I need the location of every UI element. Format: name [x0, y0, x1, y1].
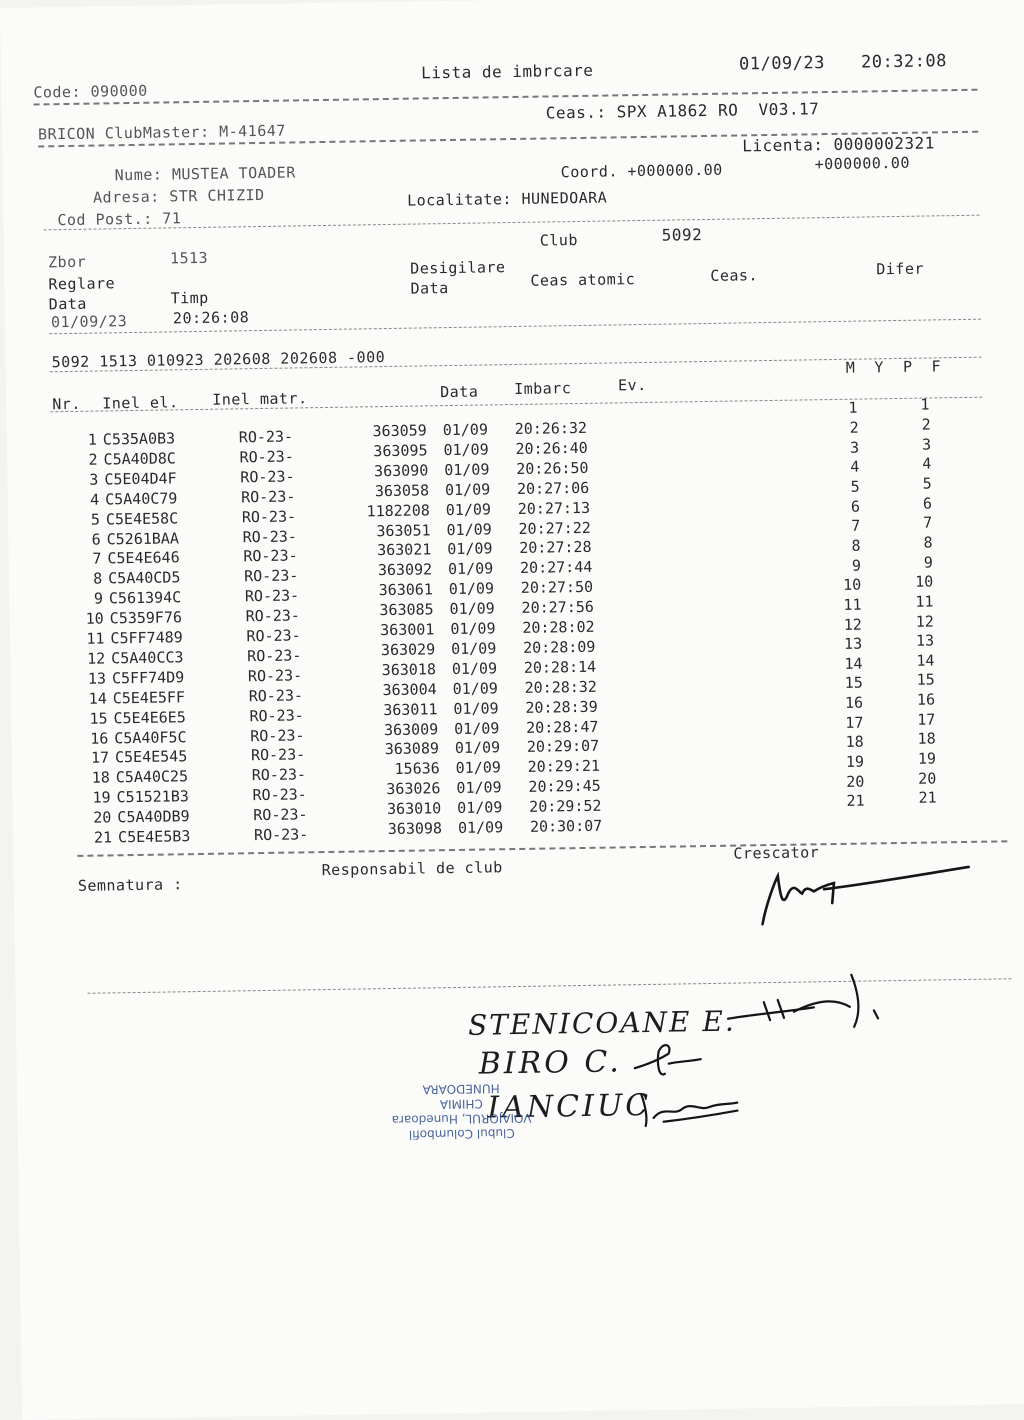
row-time: 20:27:13	[517, 498, 591, 518]
reglare-label: Reglare	[48, 274, 116, 294]
row-p-value: 8	[923, 533, 933, 552]
row-date: 01/09	[450, 619, 496, 639]
row-p-value: 16	[916, 690, 936, 709]
row-date: 01/09	[452, 678, 498, 698]
row-time: 20:28:47	[526, 717, 599, 737]
row-inel-matr: 15636	[394, 759, 440, 779]
row-time: 20:27:44	[519, 558, 593, 578]
row-inel-el: C535A0B3	[102, 429, 176, 449]
column-inel-matr: Inel matr.	[212, 389, 308, 409]
row-m-value: 17	[845, 713, 864, 732]
commission-signature-2	[628, 1033, 709, 1084]
row-p-value: 13	[915, 631, 935, 650]
club-value: 5092	[661, 225, 703, 245]
code-label: Code: 090000	[33, 81, 148, 102]
row-nr: 6	[91, 530, 101, 549]
club-label: Club	[539, 230, 579, 250]
row-time: 20:28:02	[522, 617, 595, 637]
row-inel-matr: 363029	[380, 640, 436, 660]
row-prefix: RO-23-	[245, 606, 301, 626]
row-p-value: 18	[917, 729, 936, 749]
row-inel-matr: 363061	[378, 580, 434, 600]
row-inel-matr: 363085	[379, 600, 434, 620]
zbor-label: Zbor	[47, 252, 87, 272]
row-inel-matr: 363011	[383, 699, 438, 719]
row-inel-matr: 363090	[373, 461, 429, 481]
club-responsible-label: Responsabil de club	[321, 858, 503, 880]
row-date: 01/09	[457, 818, 504, 837]
row-p-value: 7	[923, 513, 933, 532]
row-inel-el: C5E4E5B3	[117, 827, 191, 847]
row-nr: 3	[89, 470, 99, 489]
row-m-value: 14	[844, 654, 863, 673]
stamp-line: VOIAJORUL, Hunedoara	[391, 1110, 532, 1128]
row-m-value: 2	[849, 418, 859, 437]
row-nr: 20	[93, 808, 112, 827]
ceas-label: Ceas.	[710, 266, 759, 285]
row-m-value: 16	[844, 693, 864, 712]
row-prefix: RO-23-	[253, 825, 309, 845]
row-date: 01/09	[454, 718, 500, 738]
license-number: Licenta: 0000002321	[742, 133, 935, 156]
row-time: 20:27:50	[520, 577, 594, 598]
owner-name: Nume: MUSTEA TOADER	[114, 163, 296, 185]
row-inel-el: C561394C	[108, 588, 182, 608]
breeder-label: Crescator	[733, 843, 820, 863]
row-inel-matr: 363095	[373, 441, 428, 461]
row-m-value: 15	[844, 674, 863, 693]
commission-name-3: IANCIUC	[487, 1087, 652, 1126]
timp-label: Timp	[170, 288, 209, 308]
row-inel-matr: 363058	[374, 481, 430, 500]
row-m-value: 20	[846, 772, 865, 791]
row-time: 20:28:09	[522, 637, 596, 657]
zbor-value: 1513	[169, 248, 209, 268]
row-date: 01/09	[448, 579, 495, 599]
commission-signature-1	[723, 970, 894, 1033]
row-nr: 1	[87, 430, 97, 449]
row-prefix: RO-23-	[253, 805, 308, 825]
row-nr: 19	[92, 788, 111, 807]
row-inel-el: C5E04D4F	[104, 469, 177, 489]
column-inel-el: Inel el.	[102, 393, 179, 413]
document-title: Lista de imbrcare	[420, 60, 594, 83]
row-p-value: 19	[917, 749, 937, 768]
column-data: Data	[440, 382, 479, 402]
breeder-signature	[754, 861, 985, 935]
row-date: 01/09	[444, 460, 490, 479]
row-m-value: 9	[851, 556, 862, 575]
row-inel-matr: 363051	[376, 520, 431, 540]
row-nr: 12	[87, 649, 106, 668]
row-prefix: RO-23-	[243, 546, 298, 566]
row-date: 01/09	[451, 659, 498, 678]
row-date: 01/09	[444, 480, 491, 499]
row-time: 20:29:52	[529, 796, 602, 816]
row-inel-matr: 363026	[386, 779, 441, 799]
row-date: 01/09	[456, 778, 502, 798]
row-time: 20:26:50	[516, 458, 589, 478]
row-date: 01/09	[454, 738, 501, 758]
row-inel-el: C5A40CC3	[111, 648, 184, 668]
row-date: 01/09	[447, 539, 493, 559]
row-nr: 5	[90, 510, 101, 529]
row-prefix: RO-23-	[251, 765, 307, 785]
row-p-value: 6	[922, 494, 933, 513]
row-time: 20:28:39	[525, 697, 598, 717]
row-date: 01/09	[443, 440, 489, 460]
row-p-value: 3	[921, 435, 932, 454]
row-time: 20:27:22	[518, 518, 591, 538]
row-inel-el: C5A40DB9	[117, 807, 190, 827]
row-inel-el: C5261BAA	[106, 528, 180, 548]
row-inel-el: C5E4E58C	[105, 508, 179, 529]
row-m-value: 19	[845, 752, 865, 771]
row-nr: 4	[89, 490, 100, 509]
print-time: 20:32:08	[860, 51, 948, 73]
row-inel-matr: 363092	[377, 560, 433, 580]
column-nr: Nr.	[52, 394, 82, 414]
desigilare-label: Desigilare	[410, 258, 506, 278]
divider	[34, 89, 978, 106]
row-inel-matr: 363010	[386, 799, 442, 819]
divider	[77, 840, 1007, 857]
commission-signature-3	[633, 1081, 744, 1133]
row-date: 01/09	[447, 559, 494, 579]
row-date: 01/09	[449, 599, 495, 619]
row-prefix: RO-23-	[250, 725, 305, 745]
row-m-value: 21	[846, 791, 865, 811]
divider	[50, 394, 982, 414]
row-time: 20:29:21	[527, 757, 601, 777]
row-nr: 21	[93, 828, 113, 847]
row-prefix: RO-23-	[246, 626, 301, 646]
row-inel-matr: 1182208	[366, 500, 430, 520]
row-nr: 17	[90, 748, 110, 768]
commission-name-2: BIRO C.	[478, 1044, 623, 1082]
stamp-line: CHIMIA	[439, 1096, 483, 1112]
row-inel-el: C5A40C25	[115, 767, 189, 787]
owner-address: Adresa: STR CHIZID	[92, 185, 265, 207]
column-m-y-p-f: M Y P F	[845, 357, 942, 377]
row-inel-el: C5359F76	[109, 608, 183, 628]
row-m-value: 8	[851, 536, 861, 555]
top-p-value: 1	[920, 395, 931, 414]
coordinates-second: +000000.00	[814, 153, 911, 174]
stamp-line: Clubul Columbofil	[408, 1126, 515, 1142]
stamp-line: HUNEDOARA	[422, 1081, 500, 1097]
row-inel-el: C5FF7489	[110, 628, 183, 648]
row-nr: 15	[89, 709, 108, 728]
row-prefix: RO-23-	[240, 467, 295, 487]
row-nr: 2	[88, 450, 98, 469]
row-prefix: RO-23-	[238, 427, 294, 447]
row-nr: 10	[85, 609, 104, 628]
row-time: 20:29:07	[526, 737, 600, 757]
row-prefix: RO-23-	[252, 785, 307, 805]
row-inel-el: C5A40C79	[104, 489, 178, 509]
row-inel-matr: 363059	[372, 421, 427, 441]
row-inel-matr: 363021	[377, 540, 432, 560]
row-inel-matr: 363001	[380, 620, 435, 640]
row-m-value: 11	[843, 595, 862, 614]
row-p-value: 12	[915, 611, 934, 631]
commission-name-1: STENICOANE E.	[467, 1004, 736, 1042]
row-p-value: 17	[917, 710, 936, 729]
column-imbarc: Imbarc	[513, 379, 572, 399]
owner-postal-code: Cod Post.: 71	[57, 209, 182, 230]
column-ev: Ev.	[617, 375, 647, 395]
row-prefix: RO-23-	[240, 487, 296, 507]
row-date: 01/09	[453, 698, 499, 718]
row-p-value: 15	[916, 670, 935, 690]
ceas-atomic-label: Ceas atomic	[530, 270, 636, 290]
row-nr: 7	[92, 549, 102, 569]
row-inel-matr: 363004	[382, 679, 437, 699]
row-prefix: RO-23-	[242, 526, 297, 546]
row-nr: 16	[90, 728, 109, 748]
clock-info: Ceas.: SPX A1862 RO V03.17	[545, 99, 820, 123]
row-inel-el: C5A40F5C	[114, 727, 187, 747]
row-nr: 8	[93, 569, 103, 588]
row-date: 01/09	[457, 798, 503, 818]
row-prefix: RO-23-	[244, 566, 299, 586]
row-inel-el: C5A40D8C	[103, 449, 176, 469]
divider	[44, 215, 980, 231]
locality: Localitate: HUNEDOARA	[406, 188, 608, 210]
row-nr: 13	[87, 669, 107, 688]
row-time: 20:29:45	[528, 776, 601, 797]
row-time: 20:28:14	[523, 657, 597, 677]
row-inel-el: C5E4E5FF	[112, 687, 186, 708]
row-nr: 14	[88, 689, 107, 708]
difer-label: Difer	[876, 259, 925, 279]
row-date: 01/09	[442, 420, 489, 440]
row-time: 20:26:40	[515, 438, 588, 458]
row-m-value: 13	[843, 634, 863, 654]
row-m-value: 3	[849, 438, 860, 457]
row-date: 01/09	[445, 499, 492, 519]
coordinates: Coord. +000000.00	[560, 160, 723, 182]
row-time: 20:27:06	[516, 478, 590, 498]
row-prefix: RO-23-	[250, 745, 306, 765]
print-date: 01/09/23	[738, 53, 826, 75]
row-m-value: 18	[845, 732, 864, 752]
row-m-value: 4	[850, 457, 860, 477]
row-m-value: 10	[843, 575, 862, 595]
row-m-value: 5	[850, 477, 860, 496]
row-p-value: 9	[923, 553, 934, 572]
row-time: 20:30:07	[529, 816, 603, 836]
row-nr: 9	[93, 589, 104, 608]
row-prefix: RO-23-	[249, 705, 304, 725]
signature-label: Semnatura :	[77, 875, 183, 895]
summary-code-line: 5092 1513 010923 202608 202608 -000	[51, 348, 386, 372]
row-inel-el: C5A40CD5	[108, 568, 181, 588]
row-prefix: RO-23-	[241, 507, 297, 526]
row-inel-el: C5FF74D9	[111, 668, 185, 688]
row-p-value: 21	[918, 788, 937, 808]
row-p-value: 11	[915, 592, 934, 611]
row-p-value: 4	[922, 454, 932, 473]
row-inel-matr: 363018	[381, 660, 437, 679]
club-stamp	[361, 1079, 562, 1142]
row-inel-el: C51521B3	[116, 787, 189, 807]
row-inel-el: C5E4E646	[107, 548, 180, 568]
row-p-value: 20	[918, 769, 937, 788]
row-nr: 18	[91, 768, 110, 787]
row-inel-el: C5E4E6E5	[113, 707, 186, 727]
row-time: 20:27:28	[519, 538, 592, 558]
system-name: BRICON ClubMaster: M-41647	[37, 121, 286, 144]
desigilare-data-label: Data	[410, 279, 449, 298]
row-inel-el: C5E4E545	[114, 747, 188, 767]
row-m-value: 12	[843, 615, 862, 634]
row-prefix: RO-23-	[247, 646, 302, 666]
row-time: 20:26:32	[514, 418, 588, 439]
row-date: 01/09	[455, 758, 501, 778]
row-p-value: 5	[922, 474, 932, 493]
row-date: 01/09	[446, 519, 492, 539]
row-time: 20:27:56	[521, 597, 594, 618]
row-inel-matr: 363009	[383, 719, 439, 739]
row-date: 01/09	[450, 639, 497, 658]
row-p-value: 10	[914, 572, 934, 591]
top-m-value: 1	[848, 398, 859, 417]
row-m-value: 7	[851, 516, 861, 535]
row-prefix: RO-23-	[248, 686, 304, 705]
row-inel-matr: 363098	[387, 819, 443, 839]
reglare-time: 20:26:08	[172, 308, 250, 328]
data-label: Data	[48, 294, 87, 314]
row-prefix: RO-23-	[244, 586, 300, 606]
row-p-value: 14	[916, 651, 935, 670]
row-time: 20:28:32	[524, 677, 598, 697]
row-prefix: RO-23-	[247, 666, 303, 686]
row-nr: 11	[86, 629, 105, 648]
reglare-date: 01/09/23	[50, 312, 128, 332]
row-prefix: RO-23-	[239, 447, 294, 467]
row-p-value: 2	[921, 415, 931, 434]
row-m-value: 6	[850, 497, 861, 516]
row-inel-matr: 363089	[384, 739, 440, 759]
